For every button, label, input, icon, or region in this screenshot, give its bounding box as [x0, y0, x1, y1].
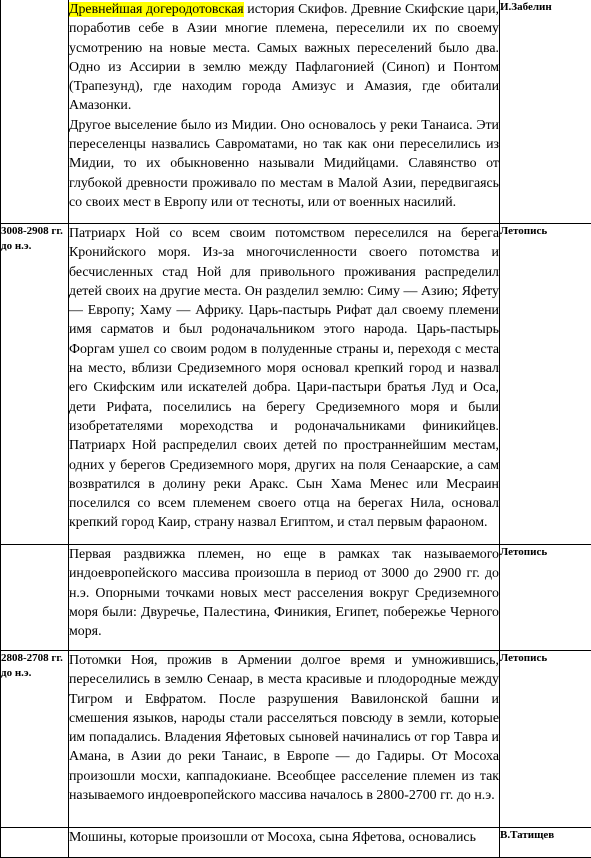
paragraph-text: история Скифов. Древние Скифские цари, поработив себе в Азии многие племена, переселили их по своему усмотрению на новые места. Самых важных переселений было два. Одно из Ассирии в землю между Пафлагонией (Синоп) и Понтом (Трапезунд), где находим города Амизус и Амазия, где обитали Амазонки.: [69, 2, 499, 113]
table-row: [1, 545, 591, 651]
source-cell: В.Татищев: [500, 828, 591, 858]
text-cell: [69, 651, 500, 828]
paragraph: Первая раздвижка племен, но еще в рамках так называемого индоевропейского массива произошла в период от 3000 до 2900 гг. до н.э. Опорными точками новых мест расселения вокруг Средиземного моря были: Двуречье, Палестина, Финикия, Египет, побережье Черного моря.: [69, 545, 499, 641]
source-cell: И.Забелин: [500, 0, 591, 224]
source-cell: Летопись: [500, 651, 591, 828]
table-row: [1, 0, 591, 224]
date-cell: [1, 545, 69, 651]
text-cell: [69, 0, 500, 224]
text-cell: [69, 828, 500, 858]
source-cell: Летопись: [500, 224, 591, 545]
source-cell: Летопись: [500, 545, 591, 651]
paragraph: [69, 0, 499, 116]
date-cell: [1, 828, 69, 858]
paragraph: Потомки Ноя, прожив в Армении долгое время и умножившись, переселились в землю Сенаар, в места красивые и плодородные между Тигром и Евфратом. После разрушения Вавилонской башни и смешения языков, народы стали расселяться повсюду в земли, которые им попадались. Владения Яфетовых сыновей начинались от гор Тавра и Амана, в Азии до реки Танаис, в Европе — до Гадиры. От Мосоха произошли мосхи, каппадокиане. Всеобщее расселение племен из так называемого индоевропейского массива началось в 2800-2700 гг. до н.э.: [69, 651, 499, 805]
text-cell: [69, 545, 500, 651]
date-cell: 2808-2708 гг. до н.э.: [1, 651, 69, 828]
highlighted-text: Древнейшая догеродотовская: [69, 2, 244, 17]
paragraph: Мошины, которые произошли от Мосоха, сына Яфетова, основались: [69, 828, 499, 847]
table-row: [1, 828, 591, 858]
text-cell: [69, 224, 500, 545]
date-cell: 3008-2908 гг. до н.э.: [1, 224, 69, 545]
paragraph: Другое выселение было из Мидии. Оно основалось у реки Танаиса. Эти переселенцы назвались Савроматами, но так как они переселились из Мидии, то их обыкновенно называли Мидийцами. Славянство от глубокой древности проживало по местам в Малой Азии, передвигаясь со своих мест в Европу или от тесноты, или от военных насилий.: [69, 116, 499, 212]
date-cell: [1, 0, 69, 224]
paragraph: Патриарх Ной со всем своим потомством переселился на берега Кронийского моря. Из-за многочисленности своего потомства и бесчисленных стад Ной для привольного проживания распределил детей своих на другие места. Он разделил землю: Симу — Азию; Яфету — Европу; Хаму — Африку. Царь-пастырь Рифат дал своему племени имя сарматов и был родоначальником этого народа. Царь-пастырь Форгам ушел со своим родом в полуденные страны и, переходя с места на место, вблизи Средиземного моря основал крепкий город и назвал его Скифским или искателей добра. Цари-пастыри братья Луд и Оса, дети Рифата, поселились на берегу Средиземного моря и были изобретателями мореходства и родоначальниками финикийцев. Патриарх Ной распределил своих детей по пространнейшим местам, одних у берегов Средиземного моря, других на поля Сенаарские, а сам возвратился в долину реки Аракс. Сын Хама Менес или Месраин поселился со всем племенем своего отца на берегах Нила, основал крепкий город Каир, страну назвал Египтом, и стал первым фараоном.: [69, 224, 499, 533]
table-row: [1, 651, 591, 828]
table-row: [1, 224, 591, 545]
